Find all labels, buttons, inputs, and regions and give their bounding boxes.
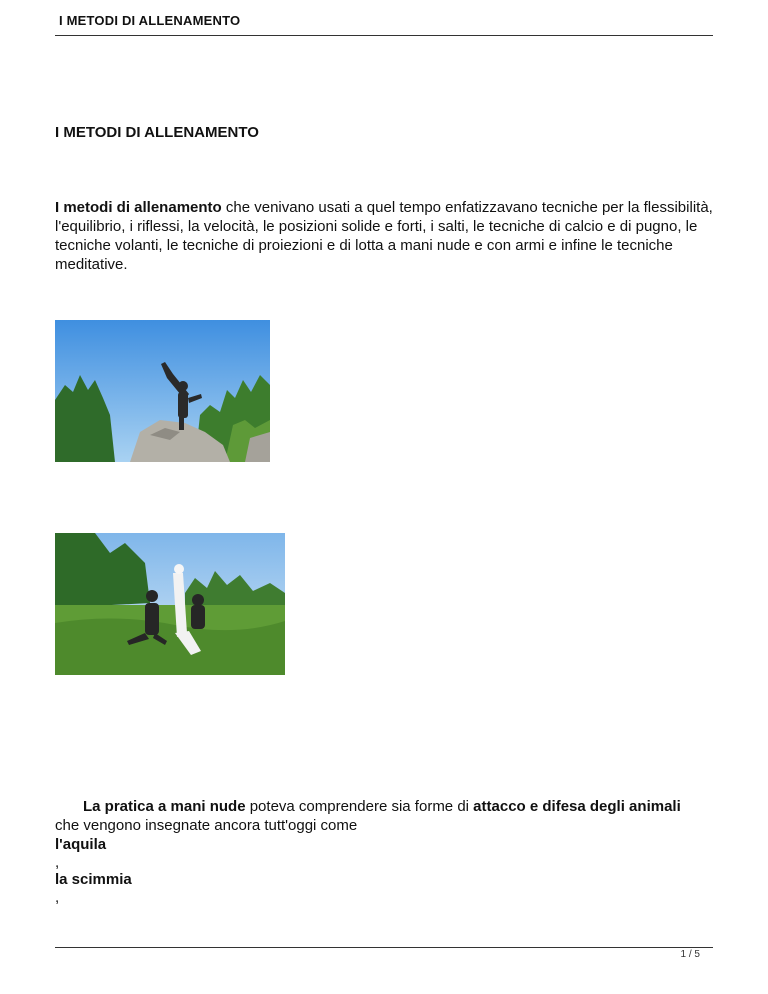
page-header-title: I METODI DI ALLENAMENTO bbox=[59, 13, 241, 28]
animal-item-eagle: l'aquila bbox=[55, 836, 107, 853]
header-rule bbox=[55, 35, 713, 36]
p2-bold-2: attacco e difesa degli animali bbox=[473, 798, 681, 815]
p2-bold-1: La pratica a mani nude bbox=[83, 798, 246, 815]
animal-item-monkey: la scimmia bbox=[55, 871, 132, 888]
footer-rule bbox=[55, 947, 713, 948]
separator-comma-1: , bbox=[55, 854, 60, 871]
page-number: 1 / 5 bbox=[680, 949, 700, 960]
intro-paragraph bbox=[55, 198, 717, 274]
paragraph2-line1 bbox=[55, 797, 681, 816]
photo-grass-technique bbox=[55, 533, 285, 675]
p2-text-1: poteva comprendere sia forme di bbox=[245, 798, 474, 815]
paragraph2-line2: che vengono insegnate ancora tutt'oggi come bbox=[55, 817, 358, 834]
photo-kick-on-rock bbox=[55, 320, 270, 462]
section-title: I METODI DI ALLENAMENTO bbox=[55, 124, 259, 141]
separator-comma-2: , bbox=[55, 889, 60, 906]
intro-text: che venivano usati a quel tempo enfatizzavano tecniche per la flessibilità, l'equilibrio, i riflessi, la velocità, le posizioni solide e forti, i salti, le tecniche di calcio e di pugno, le tecniche volanti, le tecniche di proiezioni e di lotta a mani nude e con armi e infine le tecniche meditative. bbox=[55, 199, 713, 273]
intro-bold: I metodi di allenamento bbox=[55, 199, 222, 216]
